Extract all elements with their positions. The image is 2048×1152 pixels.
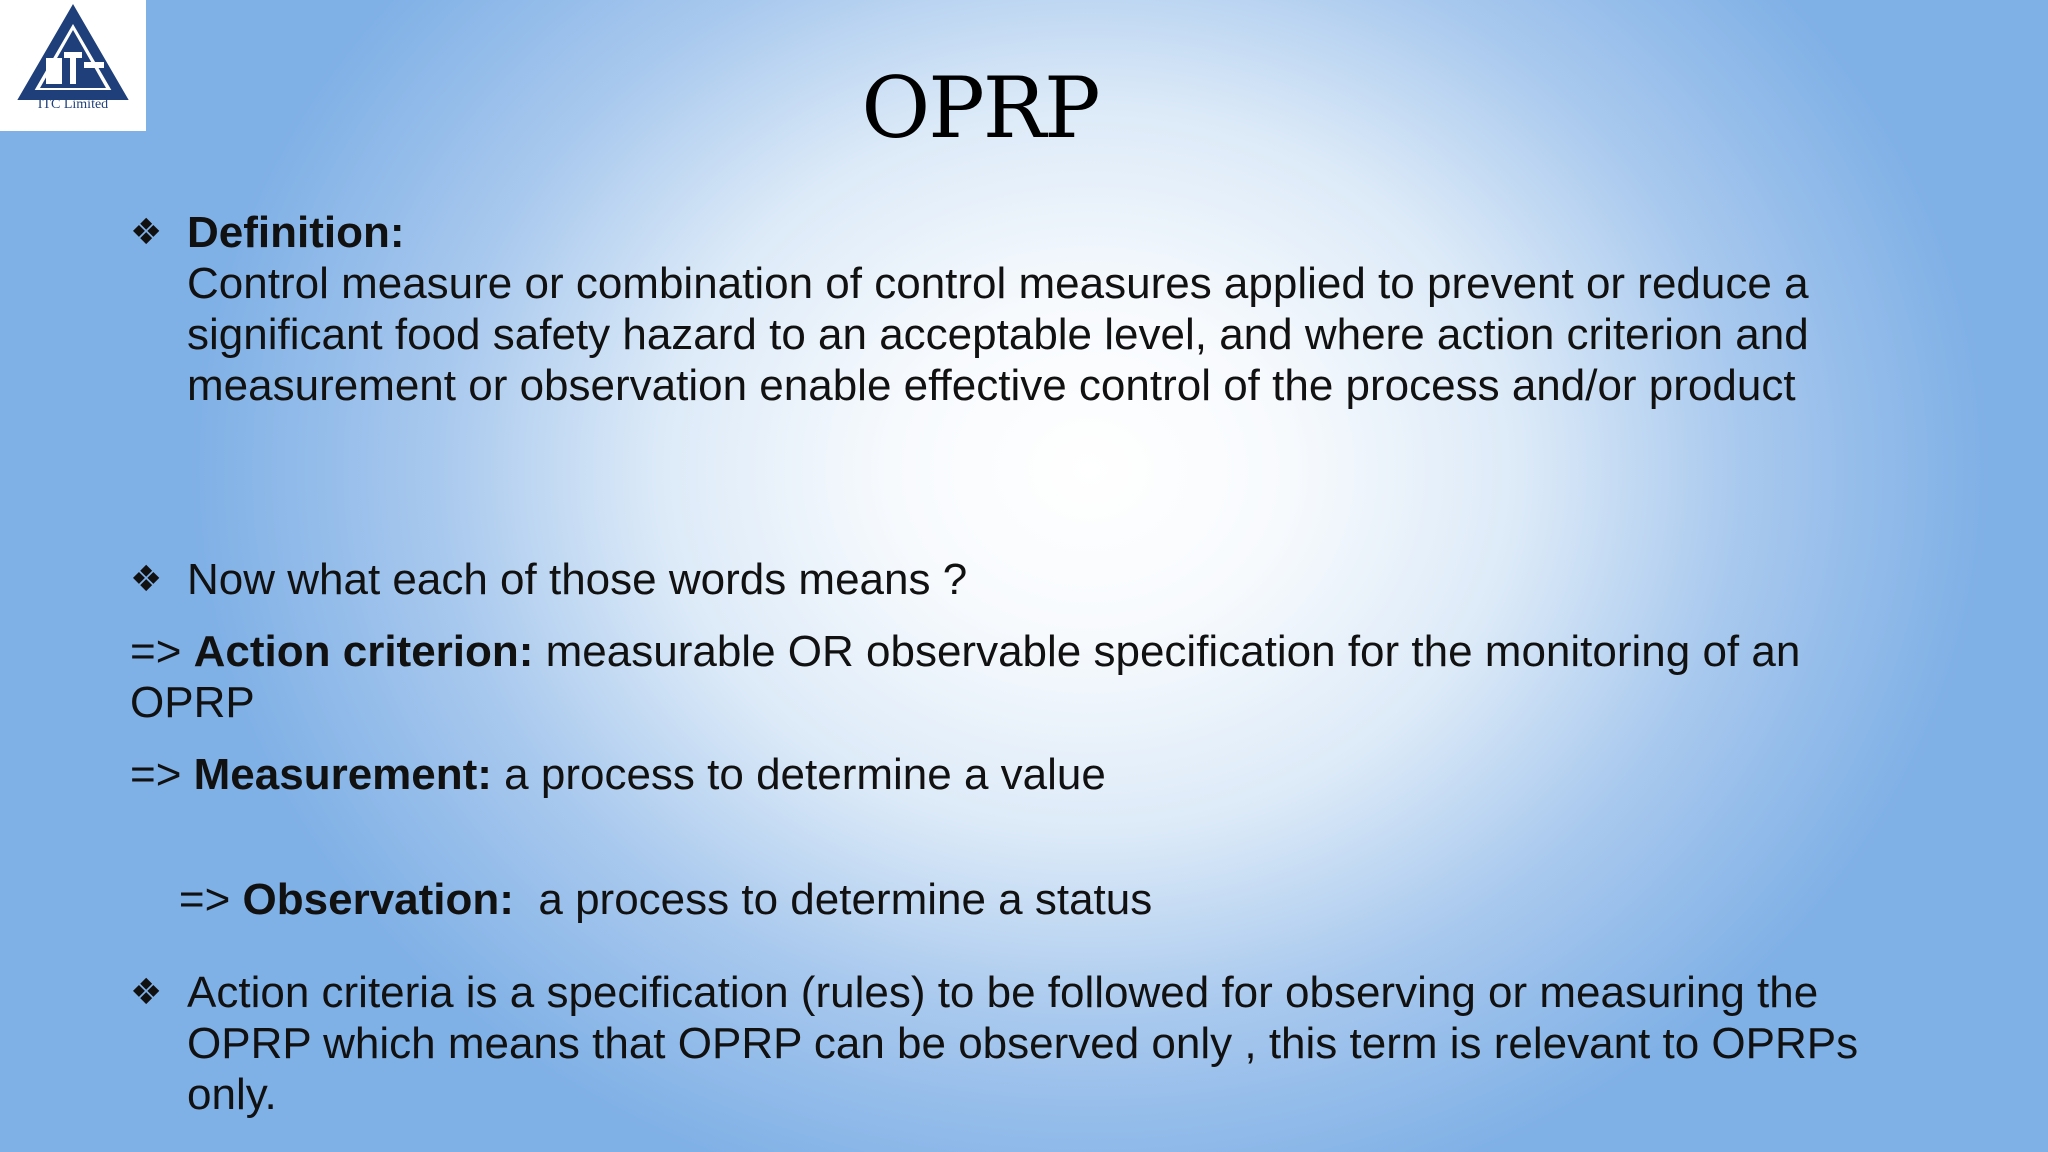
term-label: Measurement: (193, 750, 492, 799)
definition-bullet (130, 207, 1910, 411)
action-criteria-text: Action criteria is a specification (rules) to be followed for observing or measuring the OPRP which means that OPRP can be observed only , this term is relevant to OPRPs only. (187, 968, 1859, 1119)
four-diamond-bullet-icon: ❖ (130, 212, 163, 253)
term-text: a process to determine a value (491, 750, 1106, 799)
four-diamond-bullet-icon: ❖ (130, 972, 163, 1013)
four-diamond-bullet-icon: ❖ (130, 559, 163, 600)
term-label: Observation: (242, 875, 514, 924)
term-text: a process to determine a status (513, 875, 1153, 924)
term-prefix: => (178, 875, 243, 924)
action-criteria-bullet (130, 967, 1910, 1120)
term-action-criterion (130, 626, 1910, 728)
term-label: Action criterion: (193, 627, 534, 676)
term-prefix: => (130, 750, 194, 799)
definition-label: Definition: (187, 208, 405, 257)
term-prefix: => (130, 627, 194, 676)
term-text: measurable OR observable specification for the monitoring of an OPRP (130, 627, 1801, 727)
term-measurement (130, 749, 1910, 800)
words-question-bullet (130, 554, 1910, 605)
term-observation (130, 823, 1910, 976)
definition-text: Control measure or combination of control measures applied to prevent or reduce a significant food safety hazard to an acceptable level, and where action criterion and measurement or observation enable effective control of the process and/or product (187, 259, 1809, 410)
slide-title: OPRP (861, 59, 1099, 157)
words-question-text: Now what each of those words means ? (187, 555, 968, 604)
logo-caption: ITC Limited (37, 97, 109, 112)
